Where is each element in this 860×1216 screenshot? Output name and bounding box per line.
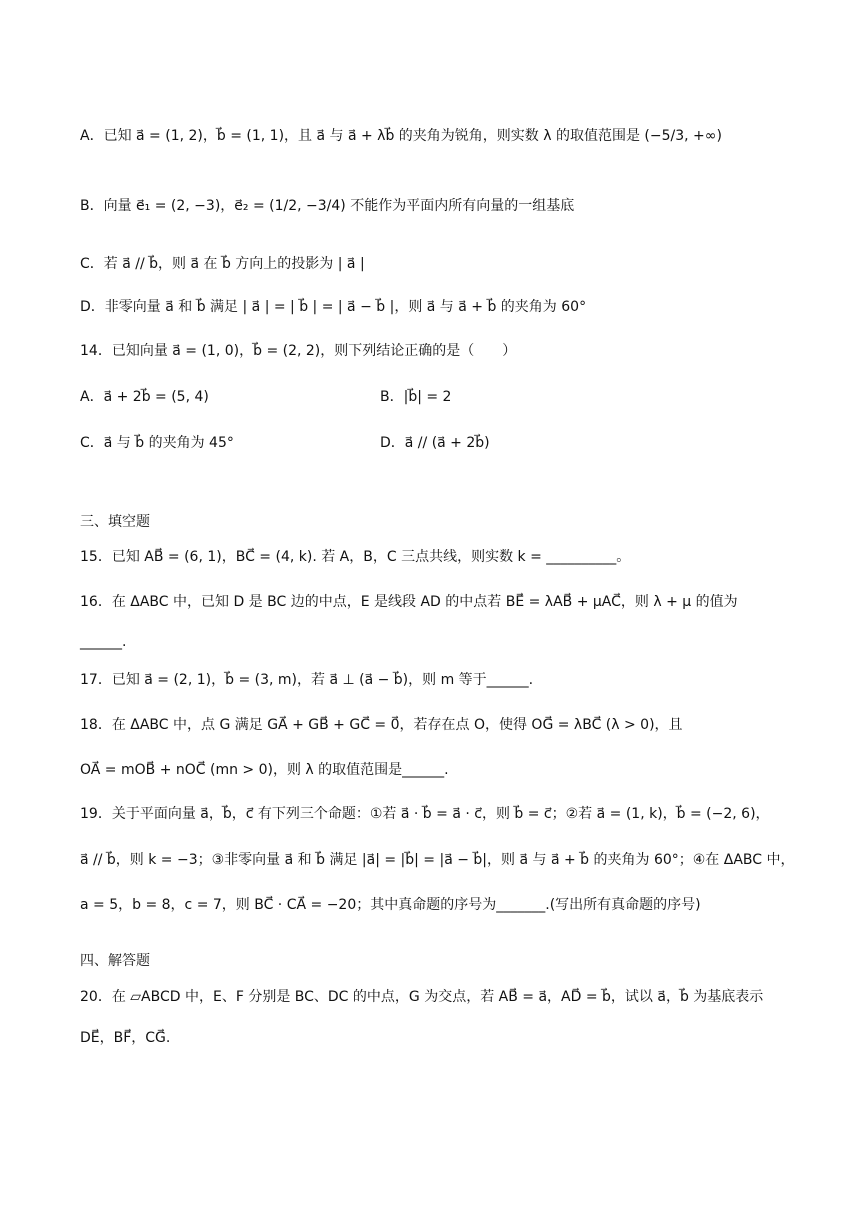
option-13d: D．非零向量 a⃗ 和 b⃗ 满足 | a⃗ | = | b⃗ | = | a⃗ − b⃗ |，则 a⃗ 与 a⃗ + b⃗ 的夹角为 60° — [80, 299, 587, 315]
question-16: 16．在 ΔABC 中，已知 D 是 BC 边的中点，E 是线段 AD 的中点若 BE⃗ = λAB⃗ + μAC⃗，则 λ + μ 的值为 — [80, 594, 738, 610]
question-19-cont2: a = 5，b = 8，c = 7，则 BC⃗ · CA⃗ = −20；其中真命题的序号为_______.(写出所有真命题的序号) — [80, 897, 701, 913]
question-18: 18．在 ΔABC 中，点 G 满足 GA⃗ + GB⃗ + GC⃗ = 0⃗，若存在点 O，使得 OG⃗ = λBC⃗ (λ > 0)，且 — [80, 717, 683, 733]
question-18-cont: OA⃗ = mOB⃗ + nOC⃗ (mn > 0)，则 λ 的取值范围是______. — [80, 762, 449, 778]
option-14c: C．a⃗ 与 b⃗ 的夹角为 45° — [80, 435, 234, 451]
question-20-cont: DE⃗，BF⃗，CG⃗. — [80, 1030, 171, 1046]
question-14: 14．已知向量 a⃗ = (1, 0)，b⃗ = (2, 2)，则下列结论正确的是（ ） — [80, 343, 517, 359]
option-14a: A．a⃗ + 2b⃗ = (5, 4) — [80, 389, 209, 405]
option-13b: B．向量 e⃗₁ = (2, −3)，e⃗₂ = (1/2, −3/4) 不能作为平面内所有向量的一组基底 — [80, 198, 575, 214]
question-15: 15．已知 AB⃗ = (6, 1)，BC⃗ = (4, k). 若 A，B，C 三点共线，则实数 k = __________。 — [80, 549, 631, 565]
question-19: 19．关于平面向量 a⃗，b⃗，c⃗ 有下列三个命题：①若 a⃗ · b⃗ = a⃗ · c⃗，则 b⃗ = c⃗；②若 a⃗ = (1, k)，b⃗ = (−2, 6)， — [80, 806, 770, 822]
question-16-blank: ______. — [80, 634, 127, 650]
section-heading-solve: 四、解答题 — [80, 953, 150, 969]
section-heading-fill-in: 三、填空题 — [80, 514, 150, 530]
question-19-cont: a⃗ // b⃗，则 k = −3；③非零向量 a⃗ 和 b⃗ 满足 |a⃗| = |b⃗| = |a⃗ − b⃗|，则 a⃗ 与 a⃗ + b⃗ 的夹角为 60°；④在 ΔABC 中， — [80, 852, 795, 868]
question-17: 17．已知 a⃗ = (2, 1)，b⃗ = (3, m)，若 a⃗ ⊥ (a⃗ − b⃗)，则 m 等于______. — [80, 672, 534, 688]
option-13c: C．若 a⃗ // b⃗，则 a⃗ 在 b⃗ 方向上的投影为 | a⃗ | — [80, 256, 365, 272]
question-20: 20．在 ▱ABCD 中，E、F 分别是 BC、DC 的中点，G 为交点，若 AB⃗ = a⃗，AD⃗ = b⃗，试以 a⃗，b⃗ 为基底表示 — [80, 989, 764, 1005]
option-13a: A．已知 a⃗ = (1, 2)，b⃗ = (1, 1)，且 a⃗ 与 a⃗ + λb⃗ 的夹角为锐角，则实数 λ 的取值范围是 (−5/3, +∞) — [80, 128, 722, 144]
option-14d: D．a⃗ // (a⃗ + 2b⃗) — [380, 435, 490, 451]
option-14b: B．|b⃗| = 2 — [380, 389, 452, 405]
